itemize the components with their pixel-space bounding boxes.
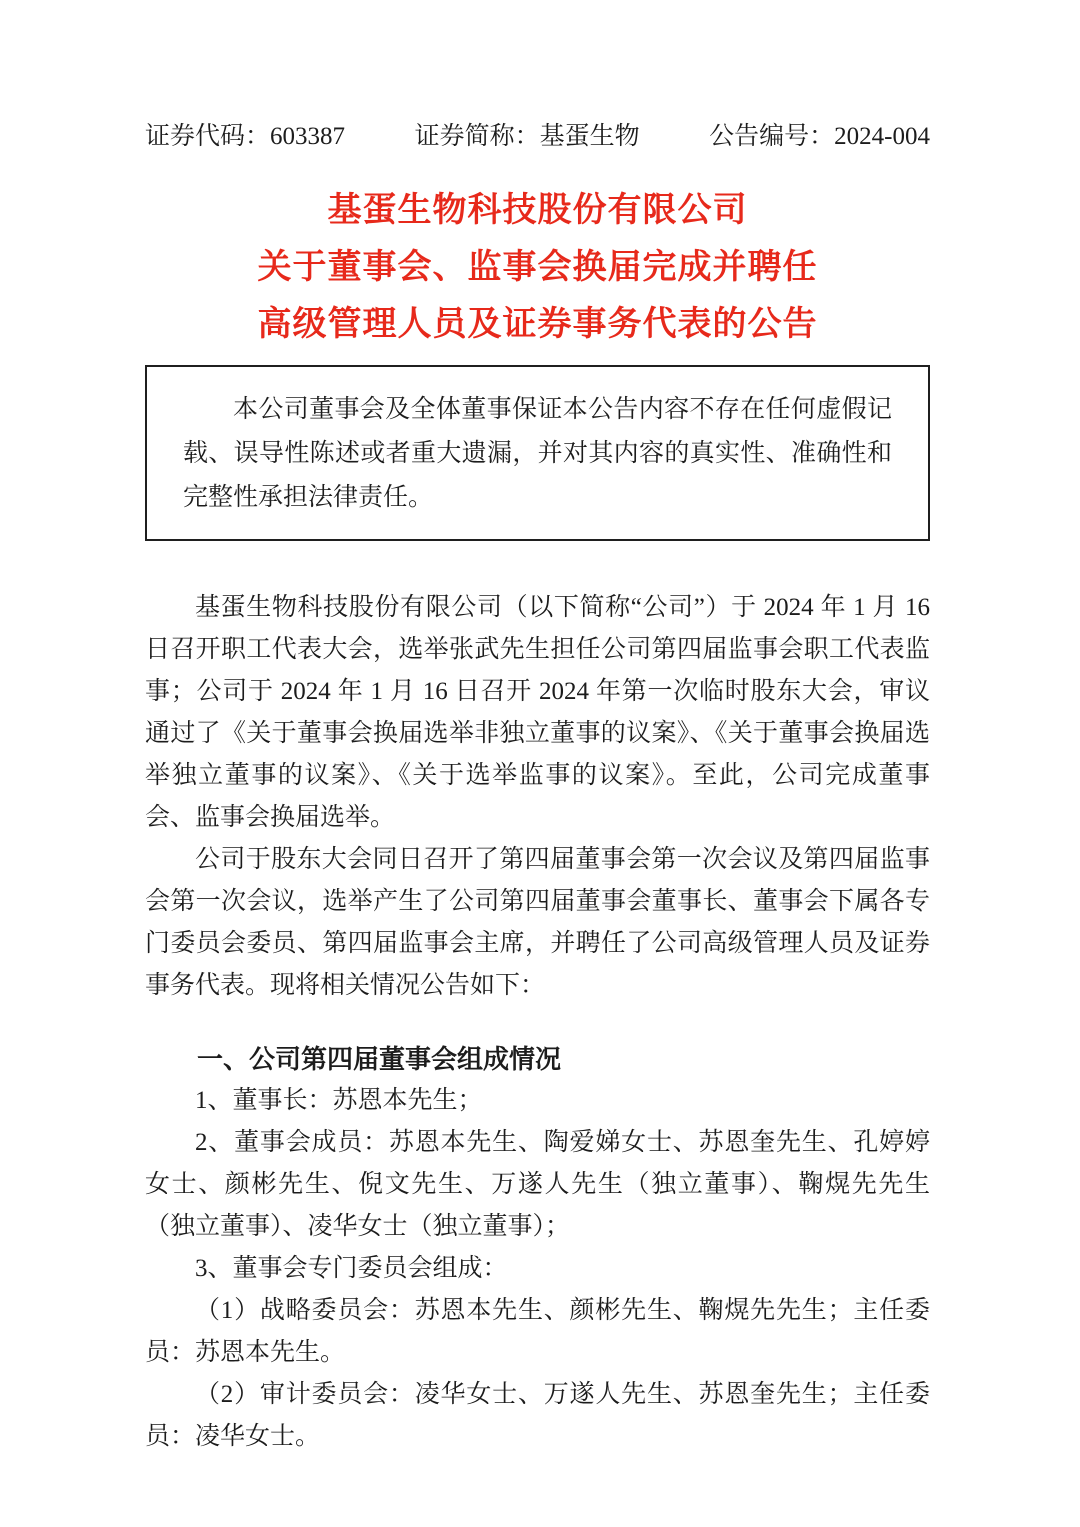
paragraph-2: 公司于股东大会同日召开了第四届董事会第一次会议及第四届监事会第一次会议，选举产生了公司第四届董事会董事长、董事会下属各专门委员会委员、第四届监事会主席，并聘任了公司高级管理人员及证券事务代表。现将相关情况公告如下：	[145, 846, 930, 999]
section-1-item-committees-intro: 3、董事会专门委员会组成：	[195, 1255, 508, 1282]
section-1-item-audit-committee: （2）审计委员会：凌华女士、万遂人先生、苏恩奎先生；主任委员：凌华女士。	[145, 1381, 930, 1450]
section-1-item-chairman: 1、董事长：苏恩本先生；	[195, 1087, 483, 1114]
disclaimer-box	[145, 365, 930, 541]
document-title	[145, 182, 930, 353]
disclaimer-text: 本公司董事会及全体董事保证本公告内容不存在任何虚假记载、误导性陈述或者重大遗漏，并对其内容的真实性、准确性和完整性承担法律责任。	[183, 396, 892, 511]
stock-code: 证券代码：603387	[145, 123, 346, 150]
section-1-heading: 一、公司第四届董事会组成情况	[197, 1044, 562, 1074]
title-line-1: 基蛋生物科技股份有限公司	[327, 191, 748, 229]
section-1-item-board-members: 2、董事会成员：苏恩本先生、陶爱娣女士、苏恩奎先生、孔婷婷女士、颜彬先生、倪文先生、万遂人先生（独立董事）、鞠熀先先生（独立董事）、凌华女士（独立董事）；	[145, 1129, 930, 1240]
paragraph-1: 基蛋生物科技股份有限公司（以下简称“公司”）于 2024 年 1 月 16 日召开职工代表大会，选举张武先生担任公司第四届监事会职工代表监事；公司于 2024 年 1 月 16 日召开 2024 年第一次临时股东大会，审议通过了《关于董事会换届选举非独立董事的议案》、《关于董事会换届选举独立董事的议案》、《关于选举监事的议案》。至此，公司完成董事会、监事会换届选举。	[145, 594, 930, 831]
title-line-3: 高级管理人员及证券事务代表的公告	[257, 305, 818, 343]
title-line-2: 关于董事会、监事会换届完成并聘任	[257, 248, 818, 286]
stock-short-name: 证券简称：基蛋生物	[414, 123, 640, 150]
announcement-number: 公告编号：2024-004	[709, 123, 930, 150]
section-1-item-strategy-committee: （1）战略委员会：苏恩本先生、颜彬先生、鞠熀先先生；主任委员：苏恩本先生。	[145, 1297, 930, 1366]
document-header	[145, 122, 930, 152]
document-body	[145, 587, 930, 1458]
